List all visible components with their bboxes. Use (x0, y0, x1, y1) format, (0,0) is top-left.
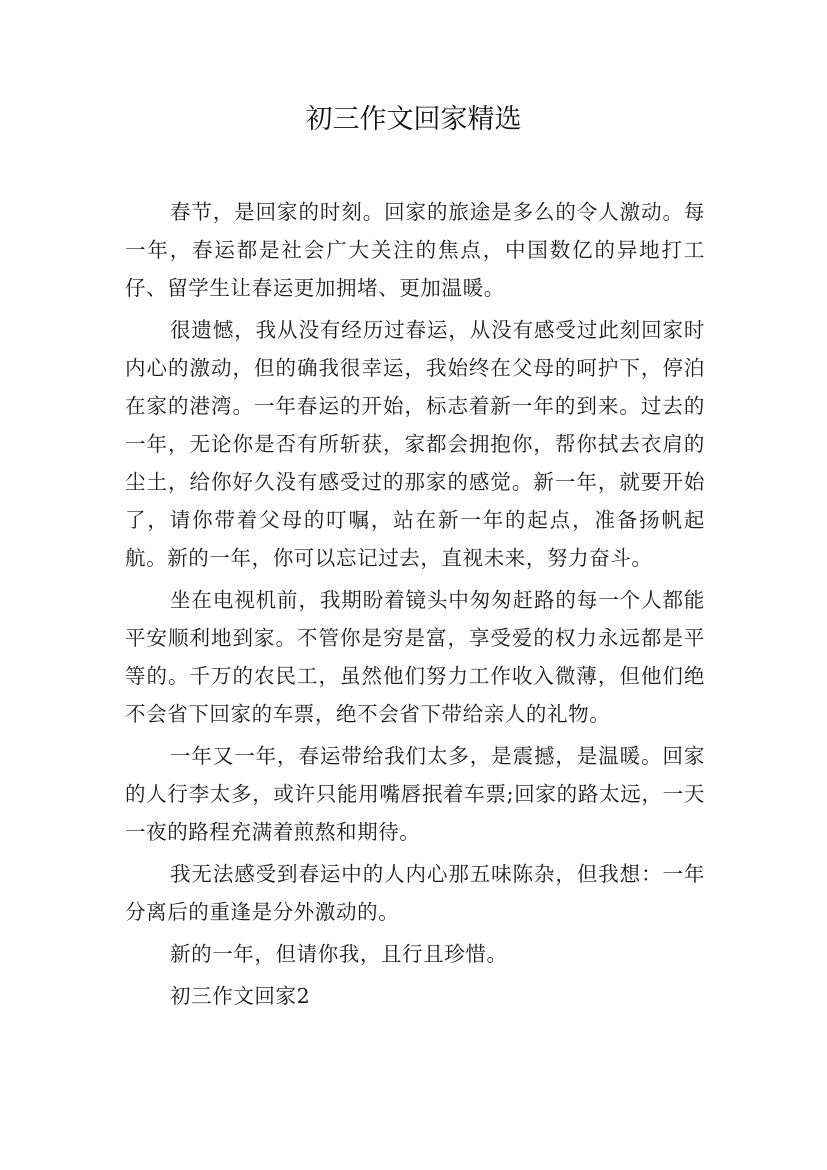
paragraph-2: 很遗憾，我从没有经历过春运，从没有感受过此刻回家时内心的激动，但的确我很幸运，我始终在父母的呵护下，停泊在家的港湾。一年春运的开始，标志着新一年的到来。过去的一年，无论你是否有所斩获，家都会拥抱你，帮你拭去衣肩的尘土，给你好久没有感受过的那家的感觉。新一年，就要开始了，请你带着父母的叮嘱，站在新一年的起点，准备扬帆起航。新的一年，你可以忘记过去，直视未来，努力奋斗。 (125, 318, 705, 570)
paragraph-4: 一年又一年，春运带给我们太多，是震撼，是温暖。回家的人行李太多，或许只能用嘴唇抿着车票;回家的路太远，一天一夜的路程充满着煎熬和期待。 (125, 744, 705, 844)
paragraph-6: 新的一年，但请你我，且行且珍惜。 (170, 942, 508, 966)
document-title: 初三作文回家精选 (305, 104, 522, 135)
document-body (125, 193, 705, 1019)
paragraph-5: 我无法感受到春运中的人内心那五味陈杂，但我想：一年分离后的重逢是分外激动的。 (125, 862, 705, 924)
paragraph-3: 坐在电视机前，我期盼着镜头中匆匆赶路的每一个人都能平安顺利地到家。不管你是穷是富，享受爱的权力永远都是平等的。千万的农民工，虽然他们努力工作收入微薄，但他们绝不会省下回家的车票，绝不会省下带给亲人的礼物。 (125, 588, 705, 726)
section-heading-2: 初三作文回家2 (170, 984, 311, 1008)
paragraph-1: 春节，是回家的时刻。回家的旅途是多么的令人激动。每一年，春运都是社会广大关注的焦点，中国数亿的异地打工仔、留学生让春运更加拥堵、更加温暖。 (125, 200, 705, 300)
